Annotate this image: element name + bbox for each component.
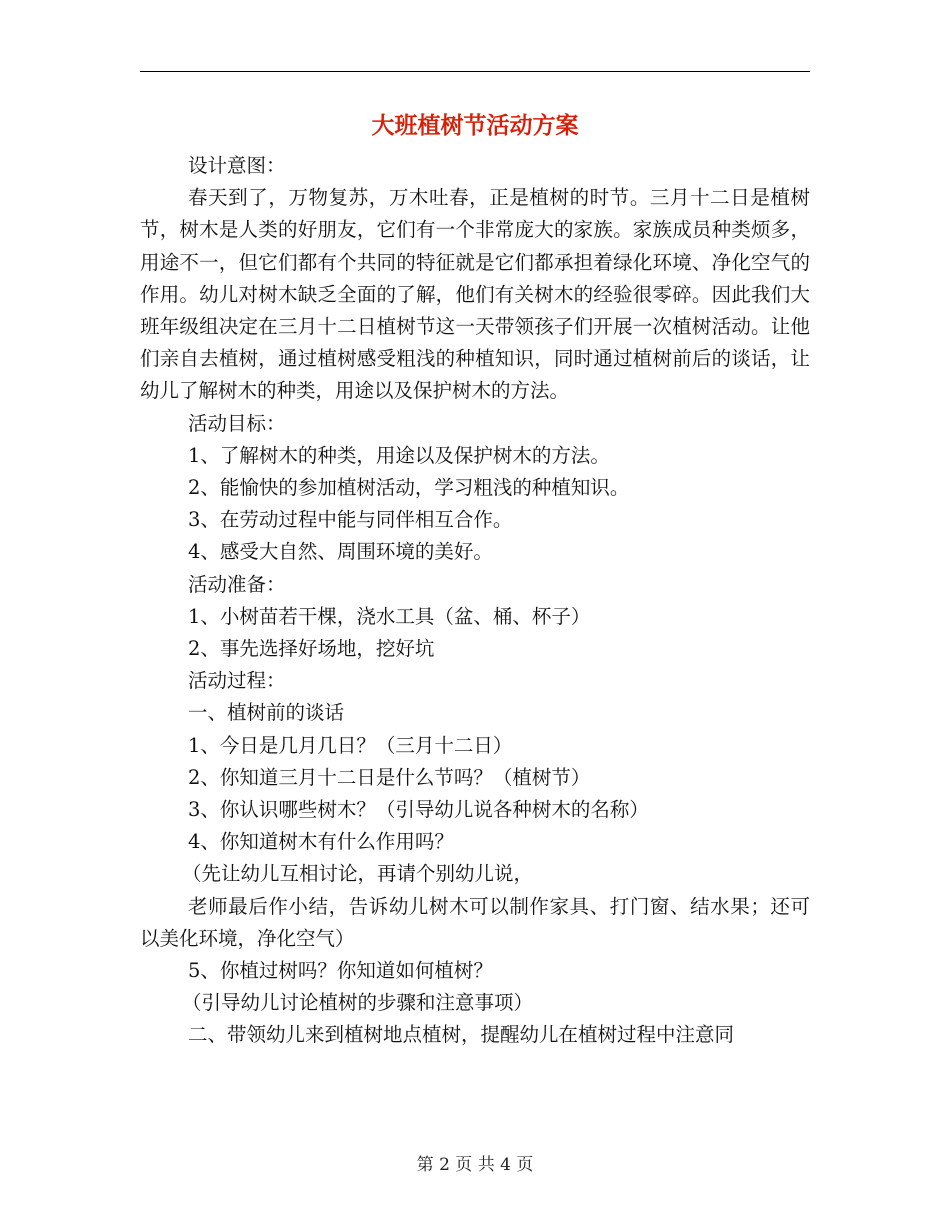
process-step-heading-2: 二、带领幼儿来到植树地点植树，提醒幼儿在植树过程中注意同	[188, 1023, 735, 1047]
paragraph-design-intent: 春天到了，万物复苏，万木吐春，正是植树的时节。三月十二日是植树节，树木是人类的好朋友，它们有一个非常庞大的家族。家族成员种类烦多，用途不一，但它们都有个共同的特征就是它们都承担着绿化环境、净化空气的作用。幼儿对树木缺乏全面的了解，他们有关树木的经验很零碎。因此我们大班年级组决定在三月十二日植树节这一天带领孩子们开展一次植树活动。让他们亲自去植树，通过植树感受粗浅的种植知识，同时通过植树前后的谈话，让幼儿了解树木的种类，用途以及保护树木的方法。	[140, 186, 810, 403]
discussion-note-1: （先让幼儿互相讨论，再请个别幼儿说，	[182, 862, 534, 886]
page-number-footer: 第 2 页 共 4 页	[416, 1155, 534, 1175]
section-heading-activity-goals: 活动目标：	[188, 411, 286, 435]
process-step-heading-1: 一、植树前的谈话	[188, 701, 345, 725]
section-heading-process: 活动过程：	[188, 669, 286, 693]
goal-item-1: 1、了解树木的种类，用途以及保护树木的方法。	[188, 443, 610, 467]
question-item-3: 3、你认识哪些树木？（引导幼儿说各种树木的名称）	[188, 798, 649, 822]
preparation-item-1: 1、小树苗若干棵，浇水工具（盆、桶、杯子）	[188, 604, 591, 628]
goal-item-3: 3、在劳动过程中能与同伴相互合作。	[188, 508, 513, 532]
section-heading-design-intent: 设计意图：	[188, 154, 286, 177]
document-body	[140, 150, 810, 1052]
header-rule	[140, 71, 810, 72]
question-item-5: 5、你植过树吗？你知道如何植树？	[188, 959, 493, 983]
goal-item-2: 2、能愉快的参加植树活动，学习粗浅的种植知识。	[188, 476, 630, 500]
discussion-note-3: （引导幼儿讨论植树的步骤和注意事项）	[182, 991, 534, 1015]
section-heading-preparation: 活动准备：	[188, 572, 286, 596]
document-title: 大班植树节活动方案	[371, 113, 579, 139]
preparation-item-2: 2、事先选择好场地，挖好坑	[188, 637, 435, 661]
discussion-note-2: 老师最后作小结，告诉幼儿树木可以制作家具、打门窗、结水果；还可以美化环境，净化空气）	[140, 894, 810, 950]
goal-item-4: 4、感受大自然、周围环境的美好。	[188, 540, 493, 564]
question-item-2: 2、你知道三月十二日是什么节吗？（植树节）	[188, 765, 591, 789]
question-item-1: 1、今日是几月几日？（三月十二日）	[188, 733, 513, 757]
question-item-4: 4、你知道树木有什么作用吗？	[188, 830, 454, 854]
